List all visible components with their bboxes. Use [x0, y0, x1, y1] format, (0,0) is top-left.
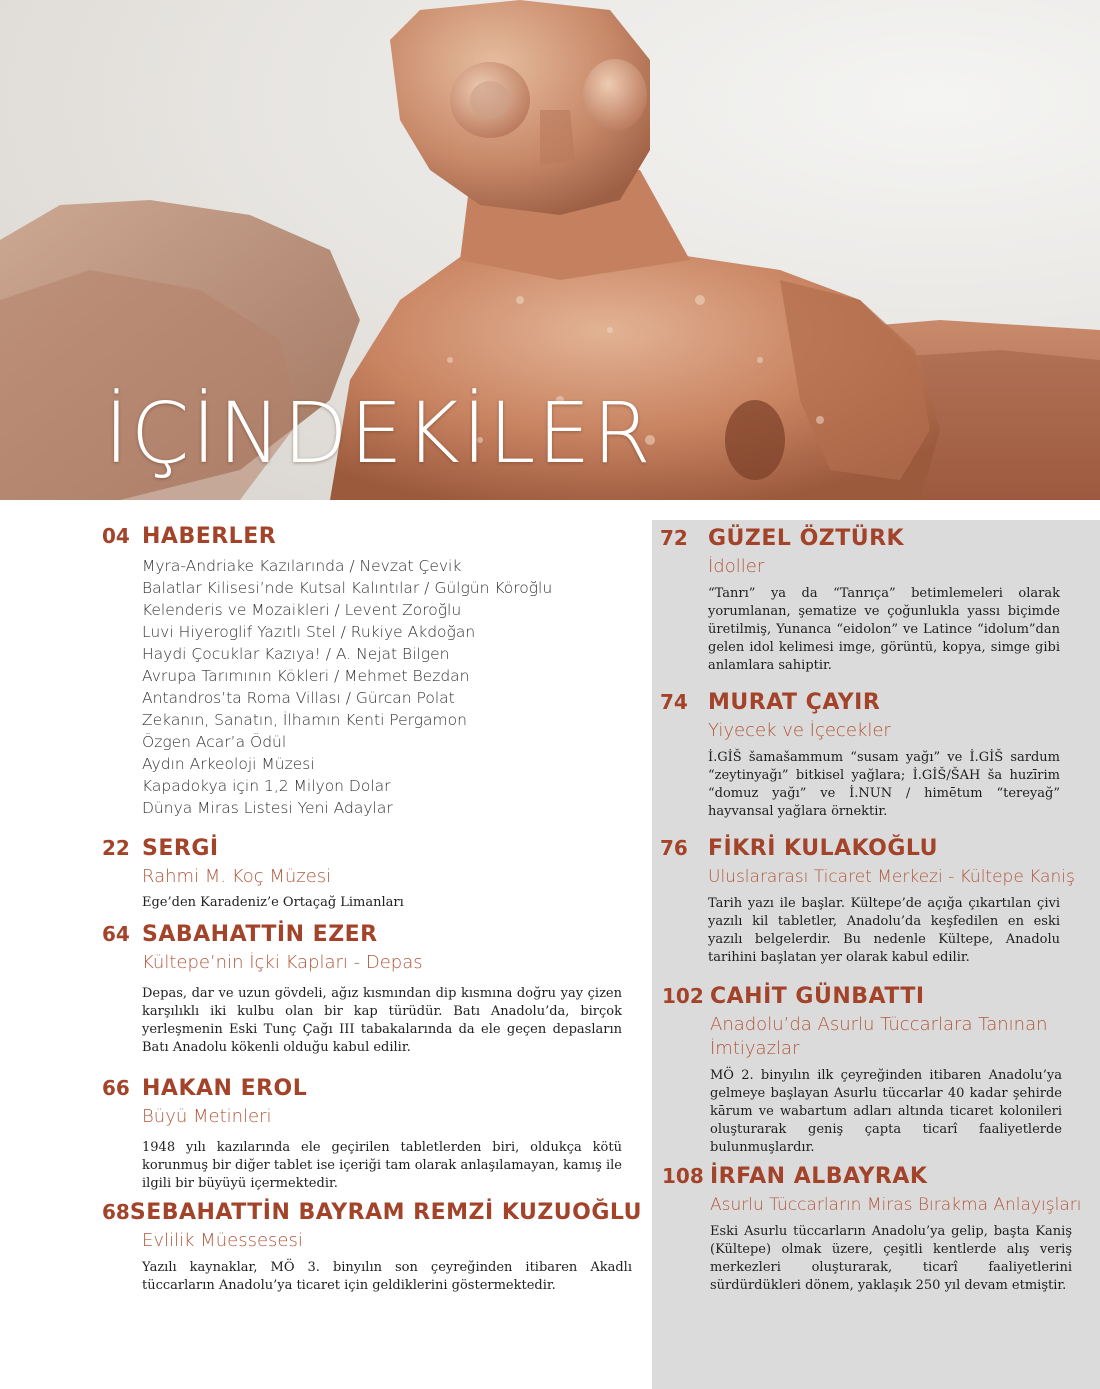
toc-entry[interactable] [660, 526, 1060, 675]
toc-entry[interactable] [102, 1076, 622, 1193]
toc-entry[interactable] [102, 922, 622, 1057]
author-name: MURAT ÇAYIR [708, 690, 881, 715]
page-number: 04 [102, 524, 130, 548]
article-description: “Tanrı” ya da “Tanrıça” betimlemeleri olarak yorumlanan, şematize ve çoğunlukla yassı biçimde üretilmiş, Yunanca “eidolon” ve Latince “idolum”dan gelen idol kelimesi imge, görüntü, kopya, simge gibi anlamlara sahiptir. [708, 586, 1060, 673]
author-name: FİKRİ KULAKOĞLU [708, 836, 939, 861]
hero-image [0, 0, 1100, 500]
article-subtitle: Anadolu’da Asurlu Tüccarlara Tanınan İmtiyazlar [710, 1014, 1048, 1059]
toc-entry[interactable] [662, 984, 1062, 1157]
toc-entry[interactable] [662, 1164, 1082, 1295]
page-number: 74 [660, 690, 688, 714]
page-number: 76 [660, 836, 688, 860]
author-name: İRFAN ALBAYRAK [710, 1164, 928, 1189]
news-item[interactable]: Avrupa Tarımının Kökleri / Mehmet Bezdan [142, 667, 470, 685]
article-subtitle: Evlilik Müessesesi [142, 1230, 303, 1251]
article-description: 1948 yılı kazılarında ele geçirilen tabletlerden biri, oldukça kötü korunmuş bir diğer tablet ise içeriği tam olarak anlaşılamayan, kamış ile ilgili bir büyüyü içermektedir. [142, 1140, 622, 1191]
news-item[interactable]: Haydi Çocuklar Kazıya! / A. Nejat Bilgen [142, 645, 450, 663]
page-number: 22 [102, 836, 130, 860]
article-subtitle: Kültepe’nin İçki Kapları - Depas [142, 952, 423, 973]
article-description: Eski Asurlu tüccarların Anadolu’ya gelip, başta Kaniş (Kültepe) olmak üzere, çeşitli kentlerde alış veriş merkezleri oluşturarak, ticarî faaliyetlerini sürdürdükleri dönem, yaklaşık 250 yıl devam etmiştir. [710, 1224, 1072, 1293]
news-item[interactable]: Antandros’ta Roma Villası / Gürcan Polat [142, 689, 455, 707]
article-description: Tarih yazı ile başlar. Kültepe’de açığa çıkartılan çivi yazılı kil tabletler, Anadolu’da keşfedilen en eski yazılı belgelerdir. Bu nedenle Kültepe, Anadolu tarihini başlatan yer olarak kabul edilir. [708, 896, 1060, 965]
article-subtitle: İdoller [708, 556, 765, 577]
article-subtitle: Büyü Metinleri [142, 1106, 272, 1127]
news-item[interactable]: Zekanın, Sanatın, İlhamın Kenti Pergamon [142, 711, 467, 729]
article-description: MÖ 2. binyılın ilk çeyreğinden itibaren Anadolu’ya gelmeye başlayan Asurlu tüccarlar 40 kadar şehirde kārum ve wabartum adları altında ticaret kolonileri oluşturarak geniş çapta ticarî faaliyetlerde bulunmuşlardır. [710, 1068, 1062, 1155]
page-number: 68 [102, 1200, 130, 1224]
page-number: 102 [662, 984, 704, 1008]
page-title: İÇİNDEKİLER [104, 384, 653, 482]
toc-entry-haberler[interactable] [102, 524, 622, 819]
article-description: Ege’den Karadeniz’e Ortaçağ Limanları [142, 895, 404, 910]
section-heading: HABERLER [142, 524, 277, 549]
author-name: SEBAHATTİN BAYRAM REMZİ KUZUOĞLU [129, 1200, 643, 1225]
toc-entry[interactable] [660, 690, 1060, 821]
news-item[interactable]: Balatlar Kilisesi’nde Kutsal Kalıntılar / Gülgün Köroğlu [142, 579, 553, 597]
news-item[interactable]: Dünya Miras Listesi Yeni Adaylar [142, 799, 393, 817]
author-name: CAHİT GÜNBATTI [710, 984, 925, 1009]
article-subtitle: Asurlu Tüccarların Miras Bırakma Anlayışları [710, 1195, 1082, 1215]
article-subtitle: Yiyecek ve İçecekler [708, 720, 891, 741]
article-description: İ.GİŠ šamašammum “susam yağı” ve İ.GİŠ sardum “zeytinyağı” bitkisel yağlara; İ.GİŠ/ŠAH ša huzīrim “domuz yağı” ve İ.NUN / himētum “tereyağ” hayvansal yağlara örnektir. [708, 750, 1060, 819]
page-number: 66 [102, 1076, 130, 1100]
toc-entry[interactable] [660, 836, 1075, 967]
news-list [142, 555, 622, 819]
author-name: SABAHATTİN EZER [142, 922, 378, 947]
toc-entry[interactable] [102, 1200, 643, 1295]
article-description: Yazılı kaynaklar, MÖ 3. binyılın son çeyreğinden itibaren Akadlı tüccarların Anadolu’ya ticaret için geldiklerini göstermektedir. [142, 1260, 632, 1293]
news-item[interactable]: Özgen Acar’a Ödül [142, 733, 287, 751]
author-name: GÜZEL ÖZTÜRK [708, 526, 905, 551]
page-number: 64 [102, 922, 130, 946]
article-subtitle: Uluslararası Ticaret Merkezi - Kültepe Kaniş [708, 867, 1075, 887]
page-number: 108 [662, 1164, 704, 1188]
page-number: 72 [660, 526, 688, 550]
news-item[interactable]: Kapadokya için 1,2 Milyon Dolar [142, 777, 391, 795]
news-item[interactable]: Luvi Hiyeroglif Yazıtlı Stel / Rukiye Akdoğan [142, 623, 476, 641]
section-heading: SERGİ [142, 836, 219, 861]
article-subtitle: Rahmi M. Koç Müzesi [142, 866, 332, 887]
news-item[interactable]: Myra-Andriake Kazılarında / Nevzat Çevik [142, 557, 462, 575]
article-description: Depas, dar ve uzun gövdeli, ağız kısmından dip kısmına doğru yay çizen karşılıklı iki kulbu olan bir kap türüdür. Batı Anadolu’da, birçok yerleşmenin Eski Tunç Çağı III tabakalarında da ele geçen depasların Batı Anadolu kökenli olduğu kabul edilir. [142, 986, 622, 1055]
news-item[interactable]: Aydın Arkeoloji Müzesi [142, 755, 315, 773]
toc-entry-sergi[interactable] [102, 836, 622, 910]
author-name: HAKAN EROL [142, 1076, 308, 1101]
news-item[interactable]: Kelenderis ve Mozaikleri / Levent Zoroğlu [142, 601, 462, 619]
